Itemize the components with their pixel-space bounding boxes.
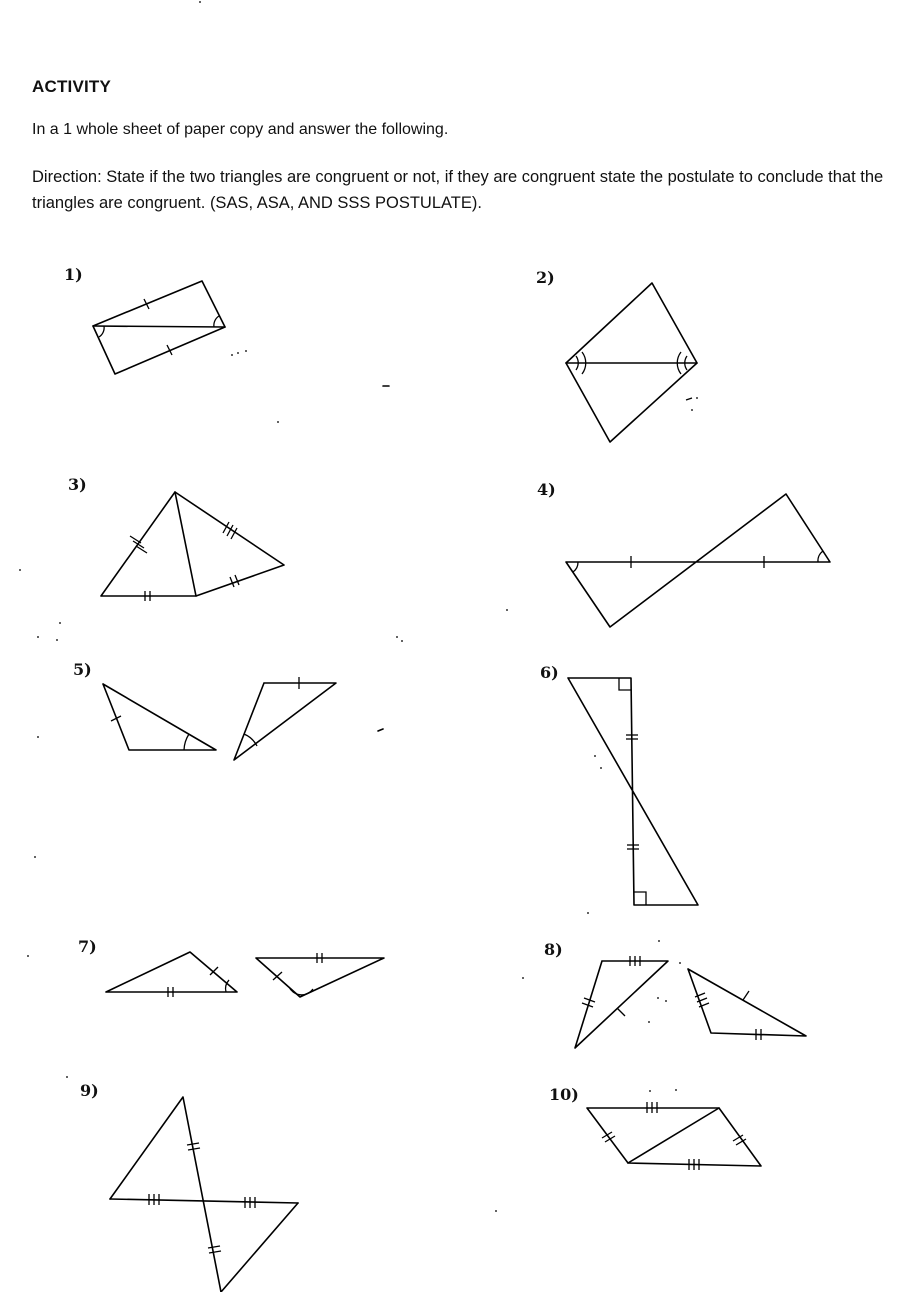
problem-7-label: 7) <box>78 937 97 956</box>
problem-8-label: 8) <box>544 940 563 959</box>
figure-3 <box>101 492 284 601</box>
figure-8 <box>575 956 806 1048</box>
problem-3-label: 3) <box>68 475 87 494</box>
instruction-text: In a 1 whole sheet of paper copy and answer the following. <box>32 121 449 138</box>
figure-9 <box>110 1097 298 1292</box>
problem-2-label: 2) <box>536 268 555 287</box>
activity-title: ACTIVITY <box>32 77 112 96</box>
figure-4 <box>566 494 830 627</box>
problem-9-label: 9) <box>80 1081 99 1100</box>
figure-6 <box>568 678 698 905</box>
problem-5-label: 5) <box>73 660 92 679</box>
figure-7 <box>106 952 384 997</box>
direction-text: Direction: State if the two triangles are congruent or not, if they are congruent state the postulate to conclude that the triangles are congruent. (SAS, ASA, AND SSS POSTULATE). <box>32 168 884 212</box>
figure-5 <box>103 677 336 760</box>
figure-10 <box>587 1102 761 1170</box>
problem-10-label: 10) <box>549 1085 579 1104</box>
problem-4-label: 4) <box>537 480 556 499</box>
figure-1 <box>93 281 225 374</box>
problem-6-label: 6) <box>540 663 559 682</box>
problem-1-label: 1) <box>64 265 83 284</box>
figure-2 <box>566 283 697 442</box>
